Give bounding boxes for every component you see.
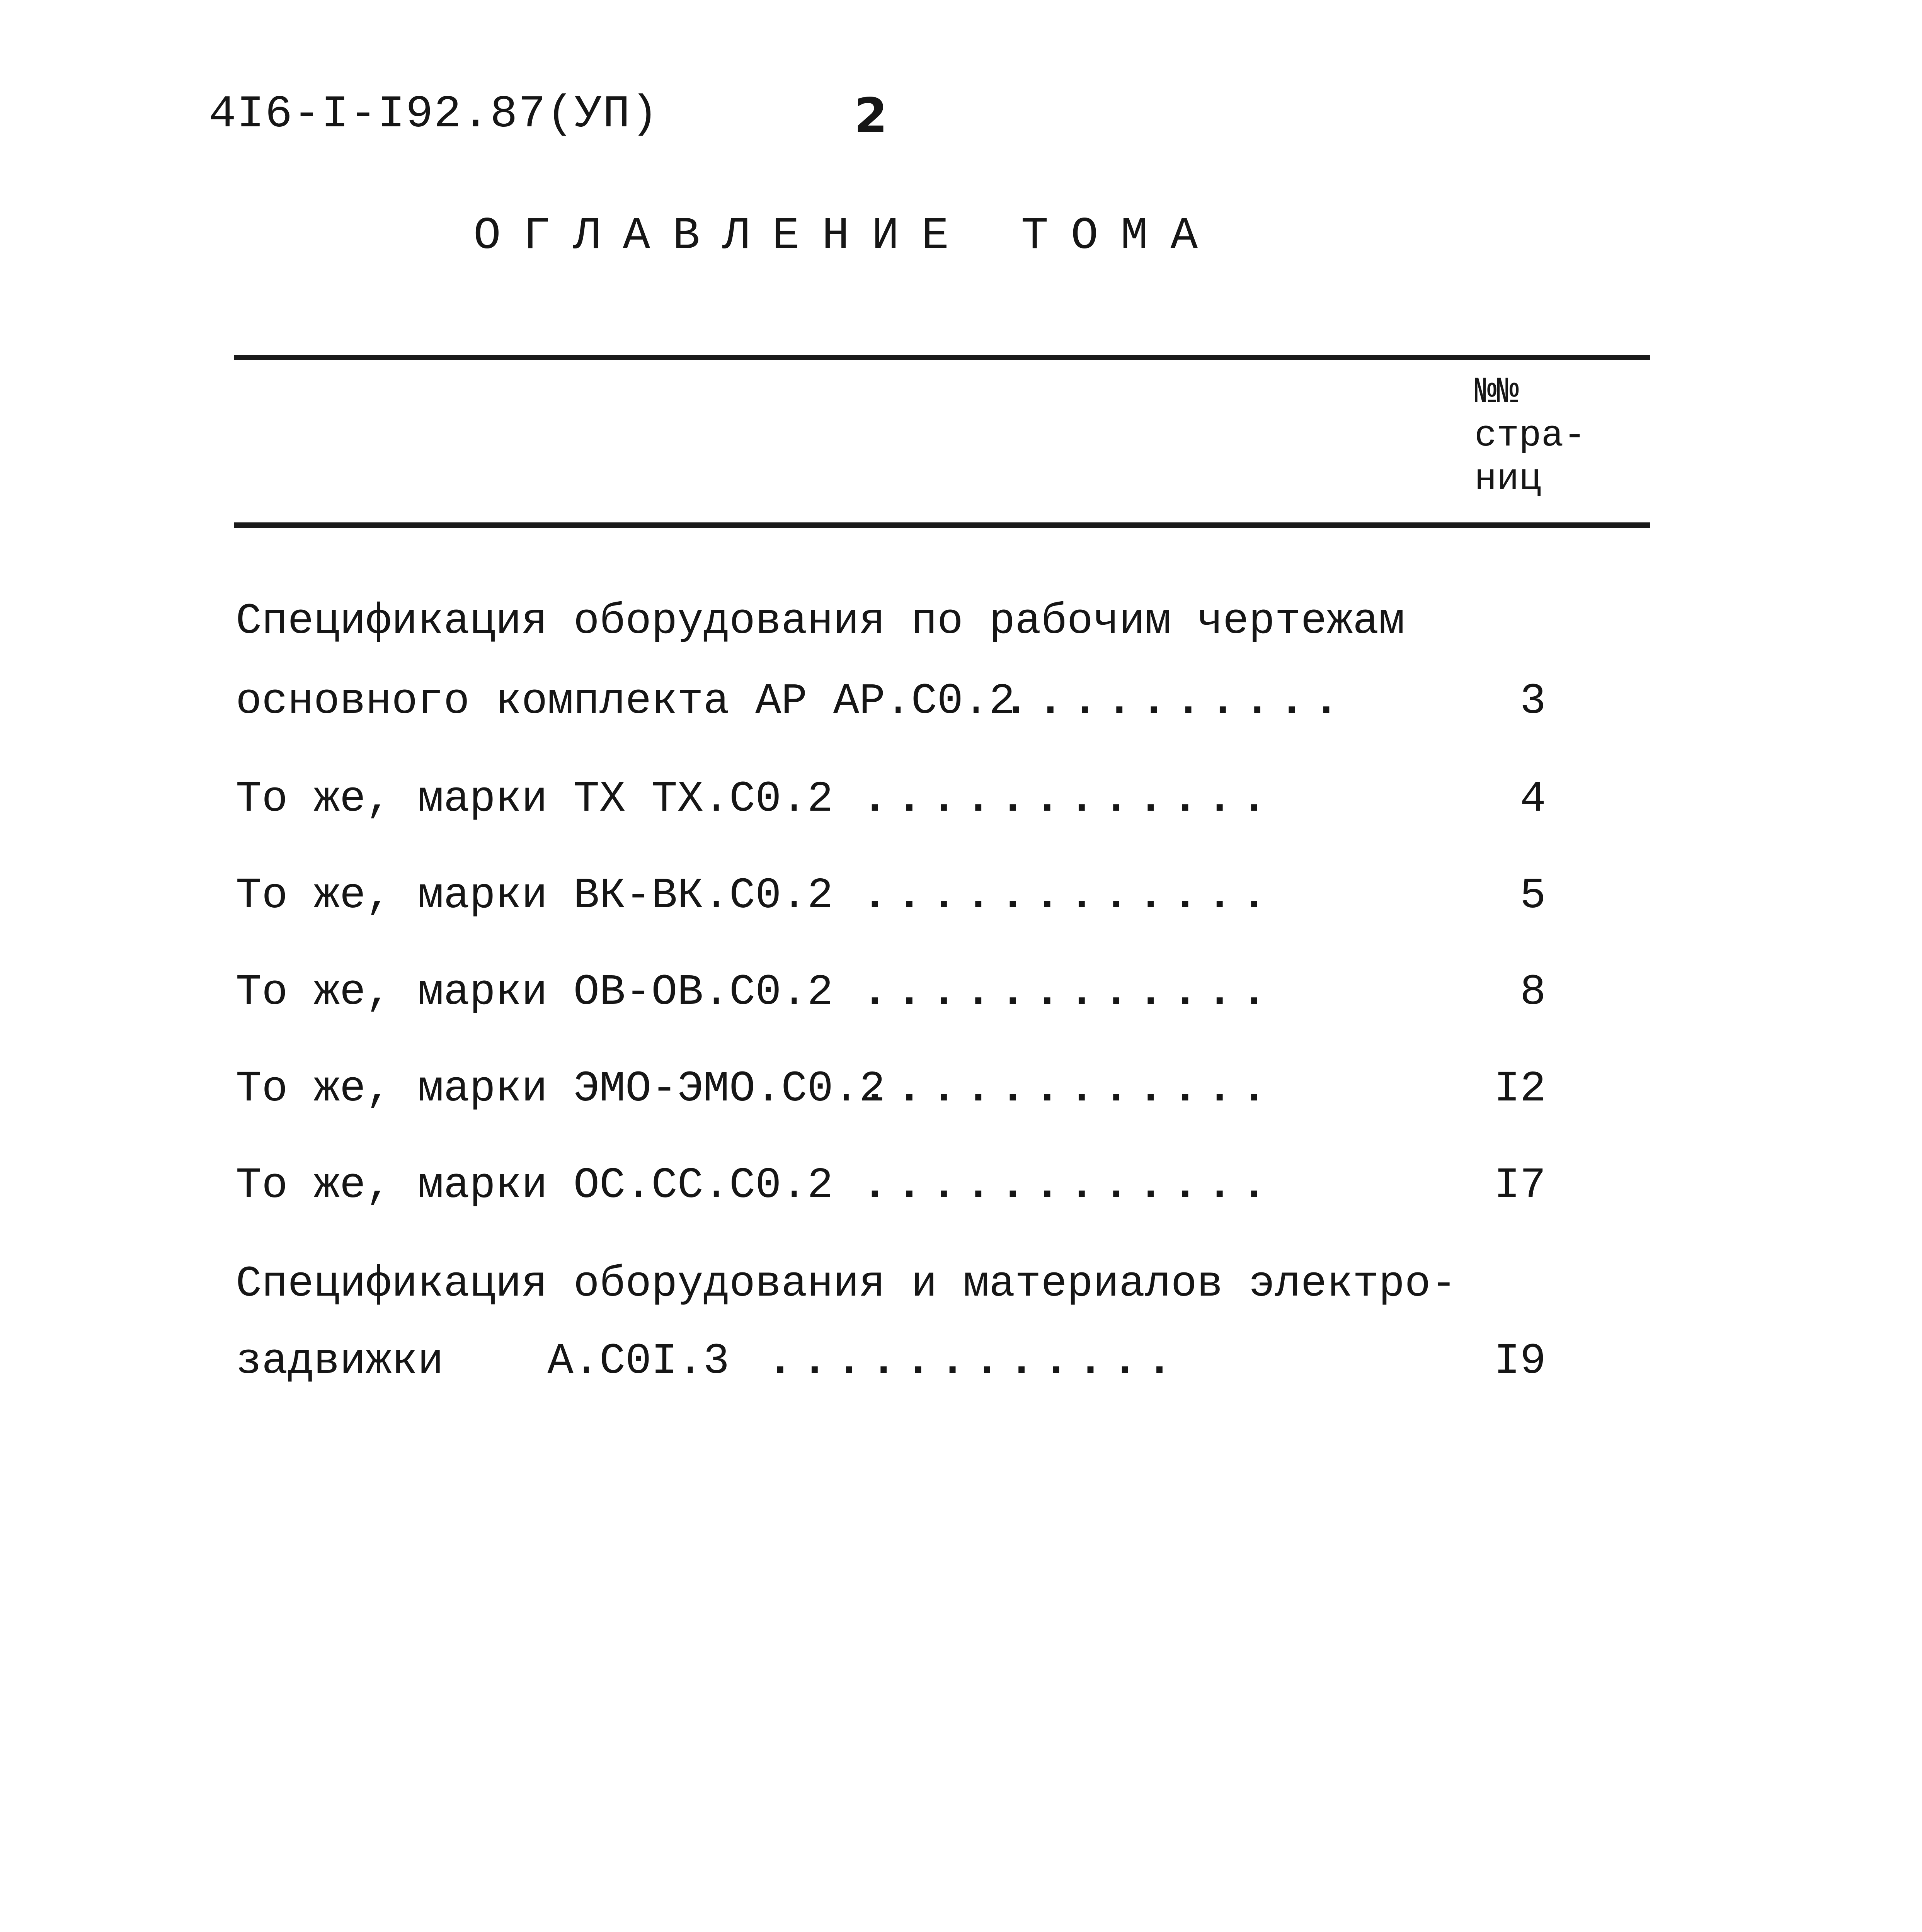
toc-entry-7-line2: задвижки А.С0I.3 (236, 1337, 730, 1386)
toc-entry-2-text: То же, марки ТХ ТХ.С0.2 (236, 775, 833, 824)
toc-entry-4-page: 8 (1520, 968, 1546, 1017)
toc-entry-1-line1: Спецификация оборудования по рабочим чертежам (236, 597, 1405, 646)
toc-entry-4-leader-dots: ............ (862, 968, 1276, 1017)
document-code: 4I6-I-I92.87(УП) (209, 89, 659, 140)
toc-entry-1-leader-dots: .......... (1003, 677, 1348, 726)
toc-entry-1-page: 3 (1520, 677, 1546, 726)
toc-entry-5-leader-dots: ............ (862, 1065, 1276, 1114)
toc-entry-2-page: 4 (1520, 775, 1546, 824)
toc-entry-3-page: 5 (1520, 871, 1546, 920)
toc-entry-6-text: То же, марки ОС.СС.С0.2 (236, 1161, 833, 1210)
toc-entry-7-page: I9 (1494, 1337, 1546, 1386)
toc-entry-2-leader-dots: ............ (862, 775, 1276, 824)
toc-entry-1-line2: основного комплекта АР АР.С0.2 (236, 677, 1015, 726)
toc-entry-3-leader-dots: ............ (862, 871, 1276, 920)
toc-entry-4-text: То же, марки ОВ-ОВ.С0.2 (236, 968, 833, 1017)
volume-title: ОГЛАВЛЕНИЕ ТОМА (473, 211, 1221, 262)
toc-entry-5-page: I2 (1494, 1065, 1546, 1114)
toc-entry-6-page: I7 (1494, 1161, 1546, 1210)
toc-entry-7-leader-dots: ............ (767, 1337, 1181, 1386)
toc-entry-5-text: То же, марки ЭМО-ЭМО.С0.2 (236, 1065, 885, 1114)
toc-entry-6-leader-dots: ............ (862, 1161, 1276, 1210)
table-header-bottom-rule (234, 522, 1650, 528)
page-number: 2 (854, 88, 888, 144)
pages-column-header: №№ стра- ниц (1474, 371, 1586, 500)
toc-entry-3-text: То же, марки ВК-ВК.С0.2 (236, 871, 833, 920)
table-header-top-rule (234, 355, 1650, 360)
toc-entry-7-line1: Спецификация оборудования и материалов электро- (236, 1260, 1457, 1309)
